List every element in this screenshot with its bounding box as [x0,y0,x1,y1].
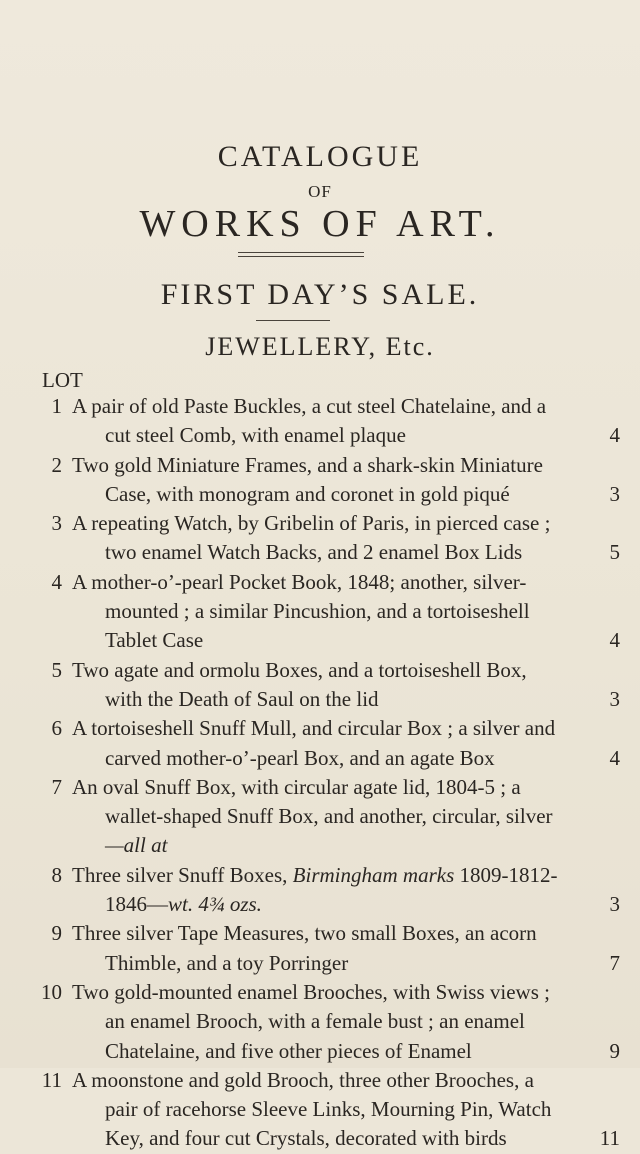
lot-number: 7 [51,774,62,799]
lot-line [0,392,640,421]
lot-line [0,773,640,802]
lot-line [0,656,640,685]
lot-description: Tablet Case [105,628,204,653]
double-rule-divider [238,252,364,257]
lot-line [0,1095,640,1124]
catalogue-title: CATALOGUE [217,140,423,173]
lot-description: wallet-shaped Snuff Box, and another, circular, silver [105,804,553,829]
works-of-art-title: WORKS OF ART. [139,203,501,245]
lot-description: an enamel Brooch, with a female bust ; an enamel [105,1009,525,1034]
lot-number: 9 [51,921,62,946]
lot-line [0,626,640,655]
lot-line [0,861,640,890]
lot-description: 1846—wt. 4¾ ozs. [105,892,262,917]
lot-description: Key, and four cut Crystals, decorated with birds [105,1126,507,1151]
lot-description: A moonstone and gold Brooch, three other Brooches, a [72,1067,534,1092]
lot-price: 3 [609,892,620,917]
lot-line [0,421,640,450]
lot-number: 8 [51,862,62,887]
lot-price: 4 [609,628,620,653]
lot-item [0,861,640,920]
lot-description: mounted ; a similar Pincushion, and a tortoiseshell [105,599,530,624]
lot-number: 10 [41,979,62,1004]
lot-line [0,1037,640,1066]
lot-list [0,392,640,1154]
lot-description: Chatelaine, and five other pieces of Enamel [105,1038,472,1063]
lot-price: 3 [609,481,620,506]
lot-item [0,773,640,861]
lot-price: 4 [609,423,620,448]
lot-line [0,538,640,567]
lot-price: 4 [609,745,620,770]
lot-number: 3 [51,511,62,536]
lot-description: with the Death of Saul on the lid [105,686,379,711]
lot-item [0,1066,640,1154]
lot-price: 7 [609,950,620,975]
lot-description: Three silver Tape Measures, two small Boxes, an acorn [72,921,537,946]
lot-line [0,685,640,714]
lot-number: 5 [51,657,62,682]
lot-item [0,451,640,510]
lot-description: pair of racehorse Sleeve Links, Mourning Pin, Watch [105,1097,552,1122]
lot-number: 4 [51,569,62,594]
lot-item [0,919,640,978]
lot-description: Three silver Snuff Boxes, Birmingham marks 1809-1812- [72,862,558,887]
lot-number: 11 [41,1067,62,1092]
lot-line [0,890,640,919]
title-of: OF [308,182,332,201]
lot-item [0,978,640,1066]
lot-line [0,480,640,509]
lot-description: A mother-o’-pearl Pocket Book, 1848; another, silver- [72,569,527,594]
lot-line [0,1007,640,1036]
lot-description: two enamel Watch Backs, and 2 enamel Box Lids [105,540,523,565]
lot-line [0,568,640,597]
lot-description: —all at [105,833,168,858]
lot-description: Two agate and ormolu Boxes, and a tortoiseshell Box, [72,657,527,682]
lot-line [0,978,640,1007]
lot-line [0,714,640,743]
lot-number: 2 [51,452,62,477]
lot-line [0,509,640,538]
lot-price: 3 [609,686,620,711]
lot-line [0,802,640,831]
lot-number: 1 [51,394,62,418]
lot-description: Two gold-mounted enamel Brooches, with Swiss views ; [72,979,550,1004]
lot-description: An oval Snuff Box, with circular agate lid, 1804-5 ; a [72,774,521,799]
lot-description: A repeating Watch, by Gribelin of Paris, in pierced case ; [72,511,551,536]
section-title: JEWELLERY, Etc. [205,332,435,361]
lot-item [0,509,640,568]
lot-description: Case, with monogram and coronet in gold piqué [105,481,510,506]
first-day-sale-title: FIRST DAY’S SALE. [160,278,480,311]
lot-line [0,744,640,773]
lot-item [0,392,640,451]
lot-number: 6 [51,716,62,741]
lot-price: 5 [609,540,620,565]
lot-price: 9 [609,1038,620,1063]
lot-line [0,1066,640,1095]
lot-description: A pair of old Paste Buckles, a cut steel Chatelaine, and a [72,394,547,418]
lot-item [0,656,640,715]
lot-description: Two gold Miniature Frames, and a shark-skin Miniature [72,452,543,477]
lot-description: cut steel Comb, with enamel plaque [105,423,406,448]
lot-line [0,1124,640,1153]
lot-price: 11 [599,1126,620,1151]
lot-item [0,568,640,656]
lot-line [0,597,640,626]
single-rule-divider [256,320,330,321]
lot-description: Thimble, and a toy Porringer [105,950,349,975]
lot-description: carved mother-o’-pearl Box, and an agate Box [105,745,495,770]
lot-column-header: LOT [42,368,83,392]
lot-line [0,949,640,978]
lot-line [0,919,640,948]
lot-line [0,831,640,860]
lot-line [0,451,640,480]
lot-item [0,714,640,773]
lot-description: A tortoiseshell Snuff Mull, and circular Box ; a silver and [72,716,556,741]
